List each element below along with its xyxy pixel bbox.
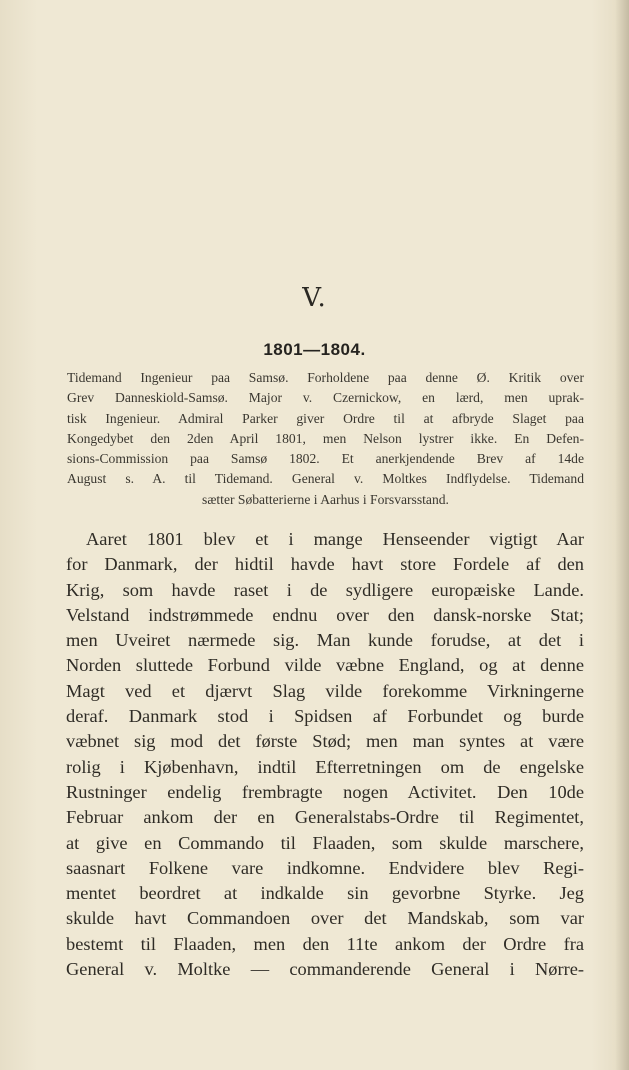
summary-line: Kongedybet den 2den April 1801, men Nelson lystrer ikke. En Defen- — [67, 430, 584, 446]
body-line: Velstand indstrømmede endnu over den dansk-norske Stat; — [66, 604, 584, 625]
body-line: Norden sluttede Forbund vilde væbne England, og at denne — [66, 655, 584, 676]
body-line: Februar ankom der en Generalstabs-Ordre til Regimentet, — [66, 807, 584, 828]
body-line: deraf. Danmark stod i Spidsen af Forbundet og burde — [66, 706, 584, 727]
summary-line: August s. A. til Tidemand. General v. Moltkes Indflydelse. Tidemand — [67, 471, 584, 487]
body-line: General v. Moltke — commanderende General i Nørre- — [66, 959, 584, 980]
summary-line: Grev Danneskiold-Samsø. Major v. Czernickow, en lærd, men uprak- — [67, 390, 584, 406]
body-line: for Danmark, der hidtil havde havt store Fordele af den — [66, 554, 584, 575]
body-line: men Uveiret nærmede sig. Man kunde forudse, at det i — [66, 630, 584, 651]
body-line: bestemt til Flaaden, men den 11te ankom der Ordre fra — [66, 933, 584, 954]
summary-line: Tidemand Ingenieur paa Samsø. Forholdene paa denne Ø. Kritik over — [67, 370, 584, 385]
page-edge-shadow — [615, 0, 629, 1070]
summary-line: sætter Søbatterierne i Aarhus i Forsvarsstand. — [202, 491, 449, 507]
body-line: mentet beordret at indkalde sin gevorbne Styrke. Jeg — [66, 883, 584, 904]
body-line: Magt ved et djærvt Slag vilde forekomme Virkningerne — [66, 680, 584, 701]
body-line: Rustninger endelig frembragte nogen Activitet. Den 10de — [66, 781, 584, 802]
summary-line: sions-Commission paa Samsø 1802. Et anerkjendende Brev af 14de — [67, 451, 584, 467]
body-line: skulde havt Commandoen over det Mandskab, som var — [66, 908, 584, 929]
body-line: at give en Commando til Flaaden, som skulde marschere, — [66, 832, 584, 853]
body-line: væbnet sig mod det første Stød; men man syntes at være — [66, 731, 584, 752]
chapter-summary — [67, 368, 584, 510]
body-line: saasnart Folkene vare indkomne. Endvidere blev Regi- — [66, 857, 584, 878]
chapter-body — [66, 527, 584, 982]
chapter-years: 1801—1804. — [263, 340, 366, 359]
chapter-number: V. — [302, 283, 327, 313]
summary-line: tisk Ingenieur. Admiral Parker giver Ordre til at afbryde Slaget paa — [67, 410, 584, 426]
body-line: rolig i Kjøbenhavn, indtil Efterretningen om de engelske — [66, 756, 584, 777]
body-line: Aaret 1801 blev et i mange Henseender vigtigt Aar — [86, 529, 584, 549]
body-line: Krig, som havde raset i de sydligere europæiske Lande. — [66, 579, 584, 600]
